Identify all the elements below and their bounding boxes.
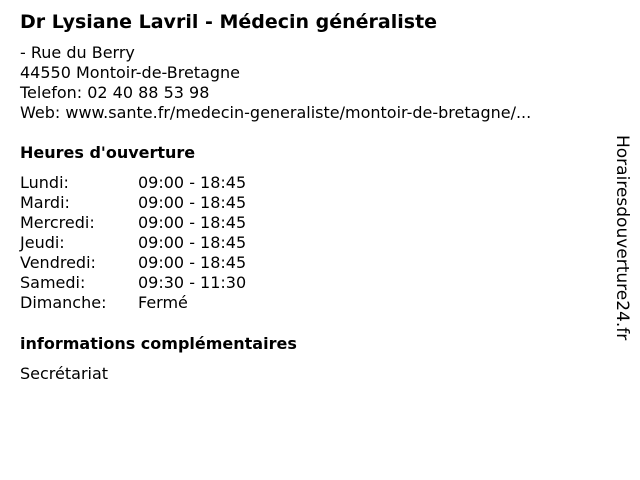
site-watermark: Horairesdouverture24.fr [612, 135, 632, 341]
info-heading: informations complémentaires [20, 334, 297, 353]
day-label: Dimanche: [20, 293, 107, 312]
web-line: Web: www.sante.fr/medecin-generaliste/montoir-de-bretagne/... [20, 103, 532, 122]
page-title: Dr Lysiane Lavril - Médecin généraliste [20, 11, 438, 33]
day-label: Mercredi: [20, 213, 95, 232]
day-label: Lundi: [20, 173, 69, 192]
listing-card [20, 10, 600, 384]
info-text: Secrétariat [20, 364, 109, 383]
day-label: Vendredi: [20, 253, 96, 272]
hours-row-wednesday [20, 213, 600, 233]
street-line: - Rue du Berry [20, 43, 135, 62]
time-value: 09:00 - 18:45 [138, 253, 247, 272]
time-value: Fermé [138, 293, 188, 312]
hours-row-tuesday [20, 193, 600, 213]
day-label: Jeudi: [20, 233, 65, 252]
day-label: Mardi: [20, 193, 70, 212]
hours-heading: Heures d'ouverture [20, 143, 196, 162]
time-value: 09:00 - 18:45 [138, 173, 247, 192]
hours-row-sunday [20, 293, 600, 313]
hours-row-monday [20, 173, 600, 193]
hours-table [20, 173, 600, 313]
time-value: 09:30 - 11:30 [138, 273, 247, 292]
city-line: 44550 Montoir-de-Bretagne [20, 63, 241, 82]
hours-row-friday [20, 253, 600, 273]
time-value: 09:00 - 18:45 [138, 233, 247, 252]
address-block [20, 43, 600, 123]
day-label: Samedi: [20, 273, 86, 292]
time-value: 09:00 - 18:45 [138, 213, 247, 232]
hours-row-thursday [20, 233, 600, 253]
time-value: 09:00 - 18:45 [138, 193, 247, 212]
hours-row-saturday [20, 273, 600, 293]
phone-line: Telefon: 02 40 88 53 98 [20, 83, 210, 102]
